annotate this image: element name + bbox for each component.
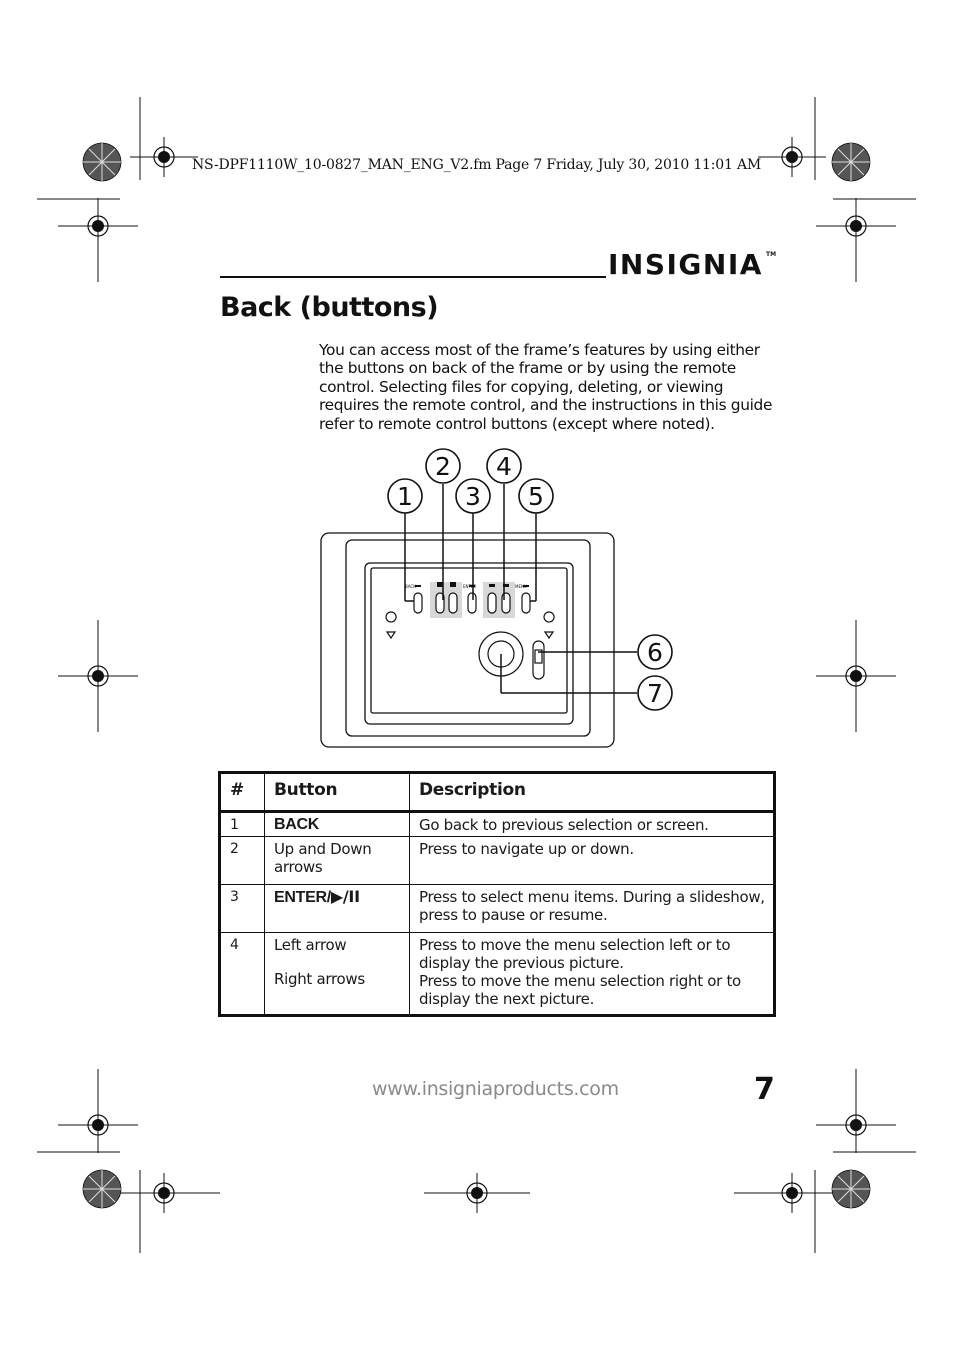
table-header-row	[220, 773, 775, 812]
logo-text: INSIGNIA	[608, 248, 763, 281]
header-description: Description	[410, 773, 775, 812]
buttons-table	[218, 771, 776, 1017]
row-description: Press to select menu items. During a slideshow, press to pause or resume.	[410, 885, 775, 933]
callout-3: 3	[465, 482, 481, 511]
callout-7: 7	[647, 679, 663, 708]
callout-numbers	[397, 452, 663, 708]
row-num: 1	[220, 812, 265, 837]
callout-5: 5	[528, 482, 544, 511]
logo-trademark: TM	[766, 251, 777, 258]
right-arrow-label: Right arrows	[274, 970, 365, 988]
section-title: Back (buttons)	[220, 292, 439, 323]
table-row	[220, 885, 775, 933]
header-button: Button	[265, 773, 410, 812]
left-arrow-label: Left arrow	[274, 936, 347, 954]
row-num: 4	[220, 933, 265, 1016]
row-button: Up and Down arrows	[265, 837, 410, 885]
frame-back-diagram	[300, 440, 700, 760]
header-rule	[220, 276, 606, 278]
table-row	[220, 812, 775, 837]
enter-label: ENTER/	[274, 889, 331, 906]
play-pause-icon: ▶/II	[330, 887, 360, 906]
row-num: 2	[220, 837, 265, 885]
row-description	[410, 933, 775, 1016]
insignia-logo	[608, 245, 778, 287]
row-button	[265, 933, 410, 1016]
left-description: Press to move the menu selection left or to display the previous picture.	[419, 936, 731, 972]
page-number: 7	[754, 1072, 775, 1107]
label-back: BACK	[405, 584, 416, 589]
print-header: NS-DPF1110W_10-0827_MAN_ENG_V2.fm Page 7 Friday, July 30, 2010 11:01 AM	[192, 157, 761, 173]
callout-2: 2	[435, 452, 451, 481]
header-num: #	[220, 773, 265, 812]
row-description: Press to navigate up or down.	[410, 837, 775, 885]
table-row	[220, 933, 775, 1016]
row-num: 3	[220, 885, 265, 933]
table-row	[220, 837, 775, 885]
right-description: Press to move the menu selection right or to display the next picture.	[419, 972, 741, 1008]
label-enter: ENTER	[463, 584, 477, 589]
callout-6: 6	[647, 638, 663, 667]
row-button	[265, 885, 410, 933]
label-menu: MENU	[515, 584, 527, 589]
callout-1: 1	[397, 482, 413, 511]
callout-4: 4	[496, 452, 512, 481]
intro-paragraph: You can access most of the frame’s features by using either the buttons on back of the frame or by using the remote control. Selecting files for copying, deleting, or viewing requires the remote control, and the instructions in this guide refer to remote control buttons (except where noted).	[319, 341, 773, 433]
row-button: BACK	[265, 812, 410, 837]
row-description: Go back to previous selection or screen.	[410, 812, 775, 837]
footer-url: www.insigniaproducts.com	[372, 1078, 619, 1100]
